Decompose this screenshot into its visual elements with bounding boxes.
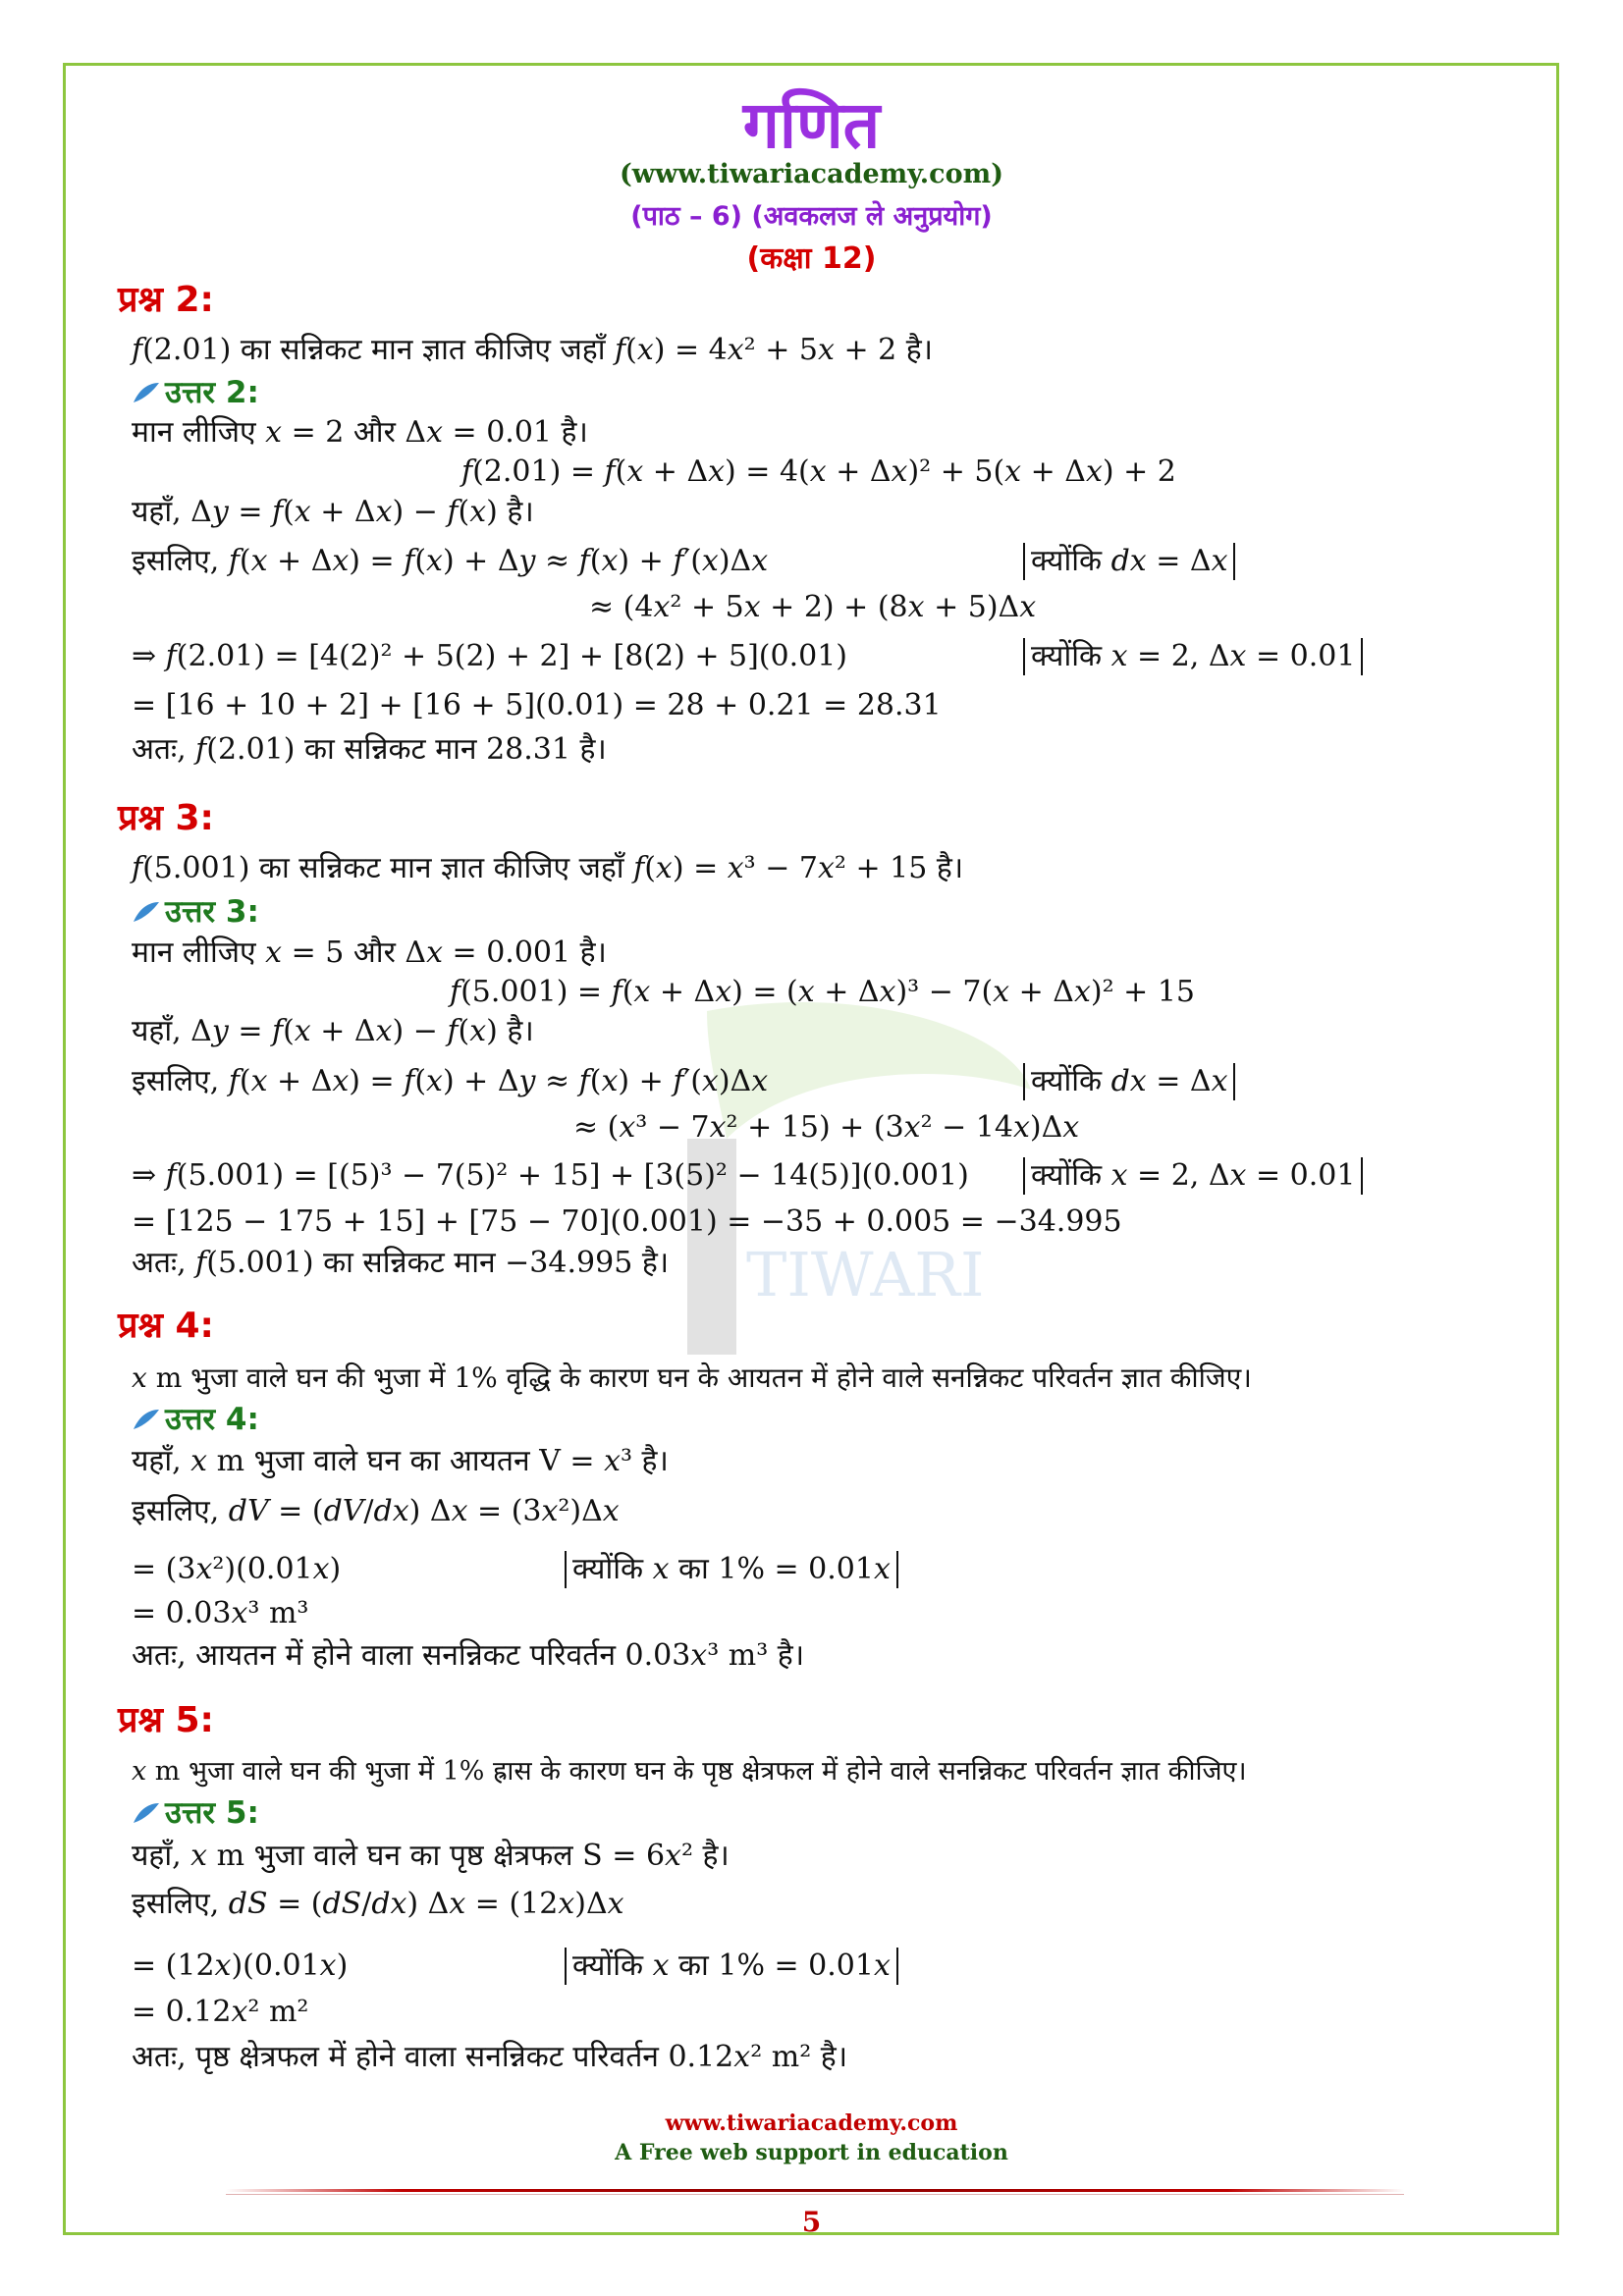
q3-line-2: 𝑓(5.001) = 𝑓(𝑥 + Δ𝑥) = (𝑥 + Δ𝑥)³ − 7(𝑥 + Δ𝑥)² + 15 bbox=[450, 975, 1196, 1009]
pen-icon bbox=[132, 381, 161, 404]
q4-line-4: = 0.03𝑥³ m³ bbox=[132, 1596, 309, 1630]
pen-icon bbox=[132, 900, 161, 924]
header-chapter: (पाठ – 6) (अवकलज ले अनुप्रयोग) bbox=[630, 201, 993, 232]
q3-line-6: ⇒ 𝑓(5.001) = [(5)³ − 7(5)² + 15] + [3(5)² − 14(5)](0.001) bbox=[132, 1158, 969, 1193]
q2-line-1: मान लीजिए 𝑥 = 2 और Δ𝑥 = 0.01 है। bbox=[132, 415, 588, 450]
q2-answer-label: उत्तर 2: bbox=[165, 375, 259, 410]
q2-line-2: 𝑓(2.01) = 𝑓(𝑥 + Δ𝑥) = 4(𝑥 + Δ𝑥)² + 5(𝑥 + Δ𝑥) + 2 bbox=[461, 454, 1176, 489]
q5-line-5: अतः, पृष्ठ क्षेत्रफल में होने वाला सनन्निकट परिवर्तन 0.12𝑥² m² है। bbox=[132, 2040, 848, 2074]
pen-icon bbox=[132, 1801, 161, 1825]
q2-heading: प्रश्न 2: bbox=[118, 280, 214, 320]
page-number: 5 bbox=[801, 2206, 822, 2238]
q2-note-1: क्योंकि 𝑑𝑥 = Δ𝑥 bbox=[1023, 543, 1235, 580]
q5-answer-label: उत्तर 5: bbox=[165, 1795, 259, 1831]
footer-site-link[interactable]: www.tiwariacademy.com bbox=[665, 2110, 958, 2136]
q5-line-1: यहाँ, 𝑥 m भुजा वाले घन का पृष्ठ क्षेत्रफल S = 6𝑥² है। bbox=[132, 1839, 730, 1873]
q3-answer-label: उत्तर 3: bbox=[165, 894, 259, 930]
q3-line-5: ≈ (𝑥³ − 7𝑥² + 15) + (3𝑥² − 14𝑥)Δ𝑥 bbox=[573, 1110, 1080, 1145]
q2-line-8: अतः, 𝑓(2.01) का सन्निकट मान 28.31 है। bbox=[132, 732, 607, 767]
q5-line-2: इसलिए, 𝑑𝑆 = (𝑑𝑆/𝑑𝑥) Δ𝑥 = (12𝑥)Δ𝑥 bbox=[132, 1887, 624, 1921]
q2-line-5: ≈ (4𝑥² + 5𝑥 + 2) + (8𝑥 + 5)Δ𝑥 bbox=[589, 590, 1037, 624]
page-title: गणित bbox=[742, 87, 881, 163]
header-class: (कक्षा 12) bbox=[746, 241, 877, 276]
q5-note-1: क्योंकि 𝑥 का 1% = 0.01𝑥 bbox=[565, 1948, 898, 1985]
q4-line-1: यहाँ, 𝑥 m भुजा वाले घन का आयतन V = 𝑥³ है। bbox=[132, 1444, 669, 1478]
q2-line-6: ⇒ 𝑓(2.01) = [4(2)² + 5(2) + 2] + [8(2) + 5](0.01) bbox=[132, 639, 847, 673]
q3-heading: प्रश्न 3: bbox=[118, 798, 214, 838]
q4-answer-label: उत्तर 4: bbox=[165, 1402, 259, 1437]
q4-statement: 𝑥 m भुजा वाले घन की भुजा में 1% वृद्धि के कारण घन के आयतन में होने वाले सनन्निकट परिवर्तन ज्ञात कीजिए। bbox=[132, 1362, 1252, 1394]
pen-icon bbox=[132, 1408, 161, 1431]
q4-note-1: क्योंकि 𝑥 का 1% = 0.01𝑥 bbox=[565, 1551, 898, 1588]
q3-statement: 𝑓(5.001) का सन्निकट मान ज्ञात कीजिए जहाँ 𝑓(𝑥) = 𝑥³ − 7𝑥² + 15 है। bbox=[132, 851, 964, 885]
q5-line-4: = 0.12𝑥² m² bbox=[132, 1995, 309, 2029]
q3-line-7: = [125 − 175 + 15] + [75 − 70](0.001) = −35 + 0.005 = −34.995 bbox=[132, 1204, 1122, 1239]
q2-line-7: = [16 + 10 + 2] + [16 + 5](0.01) = 28 + 0.21 = 28.31 bbox=[132, 688, 942, 722]
q4-heading: प्रश्न 4: bbox=[118, 1306, 214, 1346]
q4-line-5: अतः, आयतन में होने वाला सनन्निकट परिवर्तन 0.03𝑥³ m³ है। bbox=[132, 1638, 805, 1673]
q5-heading: प्रश्न 5: bbox=[118, 1700, 214, 1740]
q3-line-1: मान लीजिए 𝑥 = 5 और Δ𝑥 = 0.001 है। bbox=[132, 935, 607, 970]
q2-note-2: क्योंकि 𝑥 = 2, Δ𝑥 = 0.01 bbox=[1023, 638, 1363, 675]
q5-statement: 𝑥 m भुजा वाले घन की भुजा में 1% ह्रास के कारण घन के पृष्ठ क्षेत्रफल में होने वाले सनन्निकट परिवर्तन ज्ञात कीजिए। bbox=[132, 1756, 1247, 1787]
q4-answer-heading bbox=[132, 1401, 259, 1438]
q3-note-1: क्योंकि 𝑑𝑥 = Δ𝑥 bbox=[1023, 1063, 1235, 1100]
q3-line-4: इसलिए, 𝑓(𝑥 + Δ𝑥) = 𝑓(𝑥) + Δ𝑦 ≈ 𝑓(𝑥) + 𝑓′(𝑥)Δ𝑥 bbox=[132, 1064, 769, 1098]
q2-statement: 𝑓(2.01) का सन्निकट मान ज्ञात कीजिए जहाँ 𝑓(𝑥) = 4𝑥² + 5𝑥 + 2 है। bbox=[132, 333, 934, 367]
footer-tagline: A Free web support in education bbox=[615, 2140, 1008, 2165]
header-site: (www.tiwariacademy.com) bbox=[620, 159, 1003, 189]
q3-answer-heading bbox=[132, 893, 259, 931]
q3-note-2: क्योंकि 𝑥 = 2, Δ𝑥 = 0.01 bbox=[1023, 1157, 1363, 1195]
q4-line-2: इसलिए, 𝑑𝑉 = (𝑑𝑉/𝑑𝑥) Δ𝑥 = (3𝑥²)Δ𝑥 bbox=[132, 1494, 620, 1528]
q3-line-3: यहाँ, Δ𝑦 = 𝑓(𝑥 + Δ𝑥) − 𝑓(𝑥) है। bbox=[132, 1014, 534, 1048]
footer-rule-thin bbox=[226, 2194, 1404, 2195]
q2-line-3: यहाँ, Δ𝑦 = 𝑓(𝑥 + Δ𝑥) − 𝑓(𝑥) है। bbox=[132, 495, 534, 529]
q2-line-4: इसलिए, 𝑓(𝑥 + Δ𝑥) = 𝑓(𝑥) + Δ𝑦 ≈ 𝑓(𝑥) + 𝑓′(𝑥)Δ𝑥 bbox=[132, 544, 769, 578]
q4-line-3: = (3𝑥²)(0.01𝑥) bbox=[132, 1552, 342, 1586]
footer-rule bbox=[226, 2189, 1404, 2192]
q2-answer-heading bbox=[132, 374, 259, 411]
q5-answer-heading bbox=[132, 1794, 259, 1832]
q5-line-3: = (12𝑥)(0.01𝑥) bbox=[132, 1949, 349, 1983]
q3-line-8: अतः, 𝑓(5.001) का सन्निकट मान −34.995 है। bbox=[132, 1246, 670, 1280]
watermark-text: TIWARI bbox=[746, 1239, 985, 1310]
